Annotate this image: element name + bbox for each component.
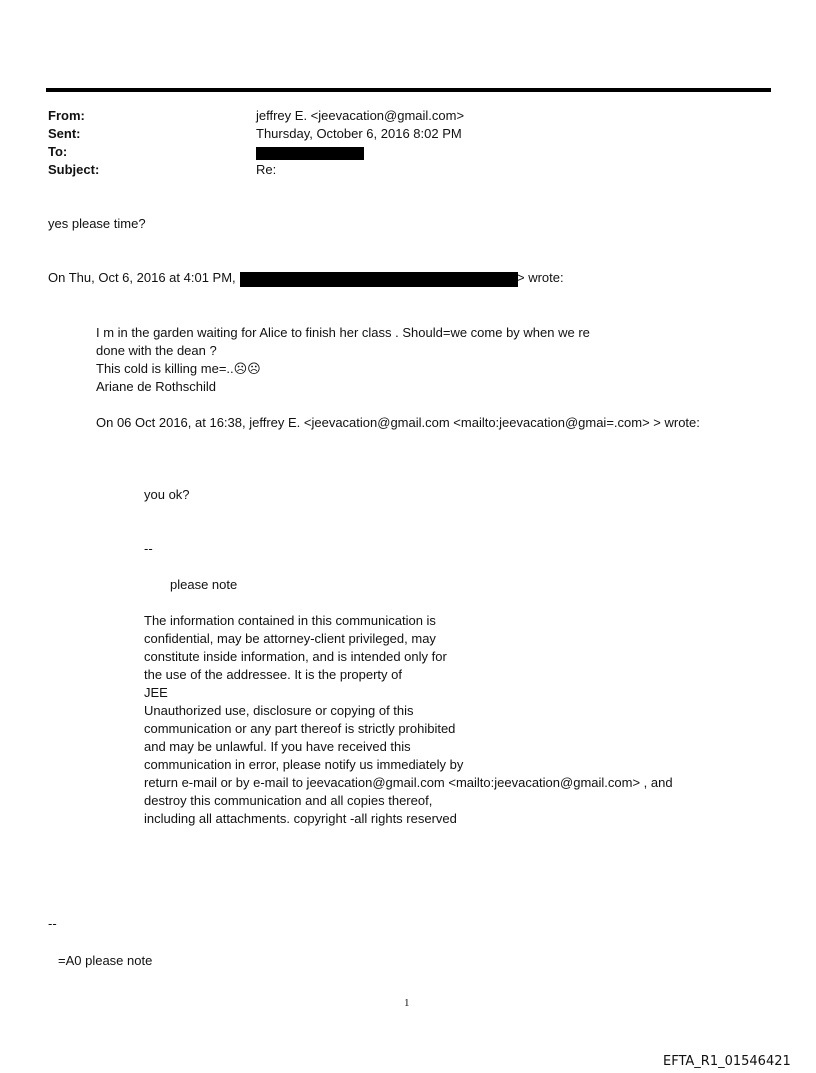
sent-value: Thursday, October 6, 2016 8:02 PM (256, 126, 462, 141)
disclaimer-line: and may be unlawful. If you have received this (144, 739, 411, 754)
footer-separator: -- (48, 916, 57, 931)
disclaimer (144, 612, 673, 828)
nested-message: you ok? (144, 487, 190, 502)
nested-intro: On 06 Oct 2016, at 16:38, jeffrey E. <jeevacation@gmail.com <mailto:jeevacation@gmai=.com> > wrote: (96, 415, 700, 430)
sent-label: Sent: (48, 126, 81, 141)
disclaimer-line: Unauthorized use, disclosure or copying of this (144, 703, 414, 718)
disclaimer-line: communication or any part thereof is strictly prohibited (144, 721, 456, 736)
from-label: From: (48, 108, 85, 123)
quoted-line: Ariane de Rothschild (96, 379, 216, 394)
disclaimer-line: destroy this communication and all copies thereof, (144, 793, 433, 808)
disclaimer-line: confidential, may be attorney-client privileged, may (144, 631, 436, 646)
quoted-line: done with the dean ? (96, 343, 217, 358)
to-redaction (256, 147, 364, 160)
reply-text: yes please time? (48, 216, 146, 231)
quoted-line: This cold is killing me=..☹☹ (96, 361, 261, 376)
page-number: 1 (404, 997, 410, 1009)
quote-intro-prefix: On Thu, Oct 6, 2016 at 4:01 PM, (48, 270, 236, 285)
disclaimer-line: communication in error, please notify us immediately by (144, 757, 464, 772)
document-id: EFTA_R1_01546421 (663, 1054, 791, 1069)
disclaimer-line: return e-mail or by e-mail to jeevacation@gmail.com <mailto:jeevacation@gmail.com> , and (144, 775, 673, 790)
disclaimer-line: JEE (144, 685, 168, 700)
quoted-line: I m in the garden waiting for Alice to finish her class . Should=we come by when we re (96, 325, 590, 340)
subject-label: Subject: (48, 162, 100, 177)
disclaimer-line: including all attachments. copyright -all rights reserved (144, 811, 457, 826)
please-note-heading: please note (170, 577, 238, 592)
disclaimer-line: constitute inside information, and is intended only for (144, 649, 447, 664)
header-rule (46, 88, 771, 92)
from-value: jeffrey E. <jeevacation@gmail.com> (256, 108, 465, 123)
quote-intro-suffix: > wrote: (517, 270, 564, 285)
disclaimer-line: the use of the addressee. It is the property of (144, 667, 402, 682)
subject-value: Re: (256, 162, 277, 177)
quoted-message (96, 324, 590, 396)
footer-note: =A0 please note (58, 953, 153, 968)
to-label: To: (48, 144, 68, 159)
disclaimer-line: The information contained in this communication is (144, 613, 436, 628)
signature-separator: -- (144, 541, 153, 556)
sender-redaction (240, 272, 518, 287)
